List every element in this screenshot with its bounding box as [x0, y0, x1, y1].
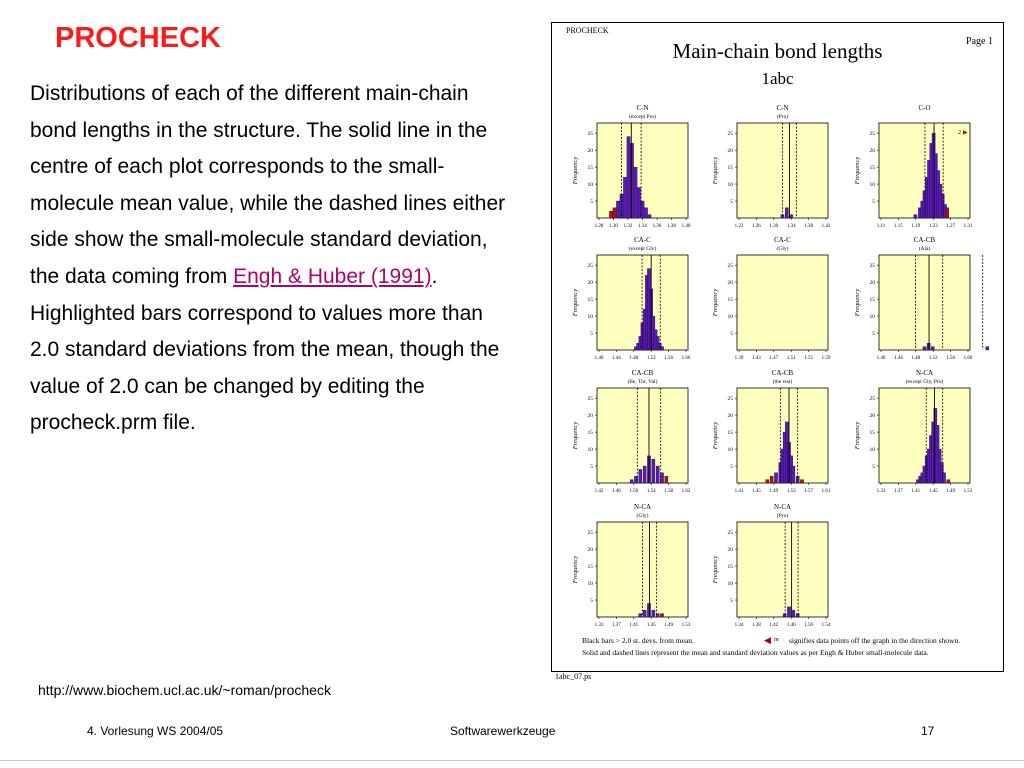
histogram-bar — [800, 480, 803, 483]
x-tick-label: 1.19 — [911, 224, 921, 229]
y-tick-label: 10 — [587, 581, 593, 588]
chart-title: CA-C — [634, 236, 651, 244]
y-tick-label: 15 — [869, 297, 875, 304]
x-tick-label: 1.22 — [734, 224, 744, 229]
x-tick-label: 1.47 — [769, 356, 779, 361]
x-tick-label: 1.54 — [821, 623, 831, 628]
chart-subtitle: (Ala) — [918, 246, 931, 252]
slide-title: PROCHECK — [55, 22, 221, 54]
y-tick-label: 10 — [727, 447, 733, 454]
off-graph-count: 2 — [958, 130, 961, 136]
y-tick-label: 15 — [727, 564, 733, 571]
chart-title: N-CA — [915, 369, 934, 377]
y-tick-label: 5 — [872, 331, 875, 338]
x-tick-label: 1.59 — [821, 356, 831, 361]
engh-huber-link[interactable]: Engh & Huber (1991) — [233, 264, 432, 288]
footer-course: 4. Vorlesung WS 2004/05 — [87, 724, 224, 738]
y-tick-label: 5 — [872, 199, 875, 206]
x-tick-label: 1.34 — [734, 623, 744, 628]
x-tick-label: 1.51 — [786, 356, 796, 361]
histogram-bar — [609, 211, 612, 218]
x-tick-label: 1.61 — [821, 489, 831, 494]
y-tick-label: 15 — [587, 165, 593, 172]
x-tick-label: 1.34 — [638, 224, 647, 229]
y-tick-label: 20 — [587, 148, 593, 155]
x-tick-label: 1.43 — [752, 356, 761, 361]
y-tick-label: 10 — [869, 447, 875, 454]
histogram-bar — [796, 614, 799, 617]
chart-title: N-CA — [773, 503, 792, 511]
histogram-bar — [656, 466, 659, 483]
figure-legend-off-graph: signifies data points off the graph in the direction shown. — [789, 636, 961, 645]
x-tick-label: 1.33 — [876, 489, 886, 494]
x-tick-label: 1.52 — [646, 356, 656, 361]
y-tick-label: 20 — [727, 148, 733, 155]
chart-title: N-CA — [633, 503, 652, 511]
x-tick-label: 1.41 — [629, 623, 639, 628]
y-tick-label: 15 — [869, 165, 875, 172]
x-tick-label: 1.11 — [876, 224, 886, 229]
body-paragraph-1-end: . — [431, 264, 438, 288]
figure-file-label: 1abc_07.ps — [555, 672, 592, 681]
y-tick-label: 10 — [727, 581, 733, 588]
figure-title: Main-chain bond lengths — [672, 39, 883, 63]
footer-divider — [0, 760, 1024, 761]
y-tick-label: 15 — [727, 430, 733, 437]
histogram-bar — [630, 480, 633, 483]
histogram-bar — [986, 347, 989, 350]
y-tick-label: 25 — [587, 530, 593, 537]
histogram-bar — [787, 607, 790, 617]
x-tick-label: 1.41 — [911, 489, 921, 494]
chart-subtitle: (Ile, Thr, Val) — [627, 379, 658, 385]
x-tick-label: 1.46 — [786, 623, 796, 628]
x-tick-label: 1.56 — [664, 356, 673, 361]
chart-subtitle: (Pro) — [776, 513, 789, 519]
y-tick-label: 25 — [869, 396, 875, 403]
histogram-bar — [931, 347, 934, 350]
histogram-bar — [648, 215, 651, 218]
histogram-bar — [639, 614, 642, 617]
y-tick-label: 25 — [727, 263, 733, 270]
plot-area — [737, 255, 828, 350]
y-tick-label: 20 — [587, 413, 593, 420]
x-tick-label: 1.45 — [752, 489, 761, 494]
y-tick-label: 25 — [727, 530, 733, 537]
body-paragraph-1: Distributions of each of the different main-chain bond lengths in the structure. The solid line in the centre of each plot corresponds to the small-molecule mean value, while the dashed lines either side show the small-molecule standard deviation, the data coming from — [30, 82, 506, 288]
histogram-bar — [923, 347, 926, 350]
x-tick-label: 1.48 — [911, 356, 921, 361]
histogram-bar — [660, 473, 663, 483]
plot-area — [597, 388, 688, 483]
y-tick-label: 5 — [730, 464, 733, 471]
x-tick-label: 1.40 — [681, 224, 691, 229]
y-tick-label: 5 — [590, 199, 593, 206]
x-tick-label: 1.23 — [928, 224, 938, 229]
y-tick-label: 20 — [869, 413, 875, 420]
histogram-bar — [942, 473, 945, 483]
figure-legend-black-bars: Black bars > 2.0 st. devs. from mean. — [582, 636, 694, 645]
x-tick-label: 1.54 — [646, 489, 656, 494]
histogram-bar — [785, 208, 788, 218]
histogram-bar — [639, 469, 642, 483]
y-tick-label: 10 — [727, 182, 733, 189]
histogram-bar — [643, 610, 646, 617]
plot-area — [879, 255, 970, 350]
chart-subtitle: (Gly) — [776, 246, 789, 252]
y-tick-label: 20 — [727, 547, 733, 554]
chart-title: C-N — [636, 104, 649, 112]
y-axis-label: Frequency — [854, 421, 861, 450]
y-tick-label: 25 — [727, 396, 733, 403]
x-tick-label: 1.26 — [752, 224, 761, 229]
x-tick-label: 1.42 — [594, 489, 604, 494]
x-tick-label: 1.15 — [894, 224, 903, 229]
x-tick-label: 1.38 — [804, 224, 813, 229]
footer-subject: Softwarewerkzeuge — [450, 724, 556, 738]
histogram-bar — [790, 215, 793, 218]
y-tick-label: 20 — [869, 148, 875, 155]
y-tick-label: 25 — [587, 263, 593, 270]
x-tick-label: 1.30 — [609, 224, 618, 229]
histogram-bar — [766, 480, 769, 483]
histogram-bar — [652, 610, 655, 617]
y-tick-label: 10 — [869, 314, 875, 321]
x-tick-label: 1.45 — [928, 489, 938, 494]
y-tick-label: 5 — [590, 464, 593, 471]
x-tick-label: 1.44 — [612, 356, 621, 361]
x-tick-label: 1.31 — [963, 224, 973, 229]
plot-area — [737, 522, 828, 617]
x-tick-label: 1.38 — [667, 224, 676, 229]
chart-subtitle: (Gly) — [636, 513, 649, 519]
y-tick-label: 15 — [727, 297, 733, 304]
y-axis-label: Frequency — [712, 421, 719, 450]
y-axis-label: Frequency — [572, 421, 579, 450]
y-tick-label: 10 — [727, 314, 733, 321]
x-tick-label: 1.34 — [786, 224, 796, 229]
y-tick-label: 20 — [869, 280, 875, 287]
chart-title: C-O — [918, 104, 931, 112]
y-tick-label: 15 — [727, 165, 733, 172]
chart-subtitle: (Pro) — [776, 114, 789, 120]
chart-subtitle: (the rest) — [772, 379, 793, 385]
y-axis-label: Frequency — [572, 288, 579, 317]
y-tick-label: 5 — [730, 331, 733, 338]
x-tick-label: 1.30 — [769, 224, 779, 229]
histogram-bar — [644, 208, 647, 218]
y-tick-label: 10 — [587, 314, 593, 321]
y-tick-label: 25 — [869, 263, 875, 270]
chart-title: CA-CB — [771, 369, 794, 377]
x-tick-label: 1.39 — [734, 356, 744, 361]
x-tick-label: 1.58 — [664, 489, 673, 494]
x-tick-label: 1.36 — [652, 224, 662, 229]
y-tick-label: 25 — [727, 131, 733, 138]
chart-title: C-N — [776, 104, 789, 112]
x-tick-label: 1.60 — [963, 356, 973, 361]
histogram-bar — [627, 137, 630, 218]
y-tick-label: 5 — [590, 331, 593, 338]
y-axis-label: Frequency — [854, 156, 861, 185]
x-tick-label: 1.33 — [594, 623, 604, 628]
y-tick-label: 15 — [587, 297, 593, 304]
y-tick-label: 10 — [587, 447, 593, 454]
histogram-bar — [652, 459, 655, 483]
x-tick-label: 1.55 — [804, 356, 813, 361]
histogram-bar — [637, 187, 640, 218]
body-paragraph-2: Highlighted bars correspond to values more than 2.0 standard deviations from the mean, though the value of 2.0 can be changed by editing the procheck.prm file. — [30, 301, 500, 435]
off-graph-marker-icon: ◀ — [764, 635, 771, 645]
x-tick-label: 1.56 — [946, 356, 955, 361]
y-tick-label: 25 — [587, 396, 593, 403]
figure-legend-or: or — [774, 637, 779, 643]
y-tick-label: 10 — [587, 182, 593, 189]
y-axis-label: Frequency — [572, 555, 579, 584]
histogram-bar — [613, 208, 616, 218]
footer-page-number: 17 — [921, 724, 935, 738]
y-tick-label: 20 — [727, 280, 733, 287]
x-tick-label: 1.41 — [734, 489, 744, 494]
x-tick-label: 1.49 — [769, 489, 779, 494]
figure-page-label: Page 1 — [966, 36, 993, 47]
x-tick-label: 1.53 — [963, 489, 973, 494]
histogram-bar — [770, 476, 773, 483]
x-tick-label: 1.37 — [894, 489, 903, 494]
histogram-grid — [552, 23, 1003, 671]
y-tick-label: 20 — [587, 547, 593, 554]
y-tick-label: 5 — [872, 464, 875, 471]
off-graph-arrow-icon: ▶ — [963, 130, 968, 136]
histogram-bar — [623, 177, 626, 218]
y-tick-label: 15 — [587, 564, 593, 571]
x-tick-label: 1.48 — [629, 356, 639, 361]
figure-corner-label: PROCHECK — [566, 26, 609, 35]
source-url: http://www.biochem.ucl.ac.uk/~roman/procheck — [38, 682, 331, 698]
y-tick-label: 5 — [730, 199, 733, 206]
bond-length-figure — [551, 22, 1004, 672]
y-tick-label: 20 — [587, 280, 593, 287]
x-tick-label: 1.27 — [946, 224, 955, 229]
y-tick-label: 20 — [727, 413, 733, 420]
y-axis-label: Frequency — [712, 288, 719, 317]
figure-legend-lines: Solid and dashed lines represent the mean and standard deviation values as per Engh & Huber small-molecule data. — [582, 648, 929, 657]
x-tick-label: 1.50 — [629, 489, 639, 494]
x-tick-label: 1.53 — [681, 623, 691, 628]
histogram-bar — [783, 614, 786, 617]
y-tick-label: 25 — [869, 131, 875, 138]
histogram-bar — [774, 473, 777, 483]
chart-title: CA-CB — [913, 236, 936, 244]
x-tick-label: 1.40 — [876, 356, 886, 361]
x-tick-label: 1.28 — [594, 224, 604, 229]
x-tick-label: 1.40 — [594, 356, 604, 361]
histogram-bar — [660, 347, 663, 350]
chart-title: CA-C — [774, 236, 791, 244]
chart-subtitle: (except Gly, Pro) — [905, 379, 944, 385]
histogram-bar — [946, 208, 949, 218]
histogram-bar — [792, 466, 795, 483]
histogram-bar — [914, 215, 917, 218]
x-tick-label: 1.45 — [646, 623, 656, 628]
x-tick-label: 1.38 — [752, 623, 761, 628]
y-tick-label: 15 — [587, 430, 593, 437]
x-tick-label: 1.60 — [681, 356, 691, 361]
x-tick-label: 1.42 — [769, 623, 779, 628]
y-tick-label: 5 — [730, 598, 733, 605]
x-tick-label: 1.49 — [664, 623, 673, 628]
chart-title: CA-CB — [631, 369, 654, 377]
histogram-bar — [643, 466, 646, 483]
chart-subtitle: (except Gly) — [628, 246, 657, 252]
x-tick-label: 1.62 — [681, 489, 691, 494]
x-tick-label: 1.50 — [804, 623, 813, 628]
y-tick-label: 25 — [587, 131, 593, 138]
x-tick-label: 1.32 — [623, 224, 633, 229]
figure-subtitle: 1abc — [761, 69, 794, 88]
slide-body-text — [30, 76, 510, 442]
y-axis-label: Frequency — [854, 288, 861, 317]
x-tick-label: 1.44 — [894, 356, 903, 361]
y-tick-label: 5 — [590, 598, 593, 605]
histogram-bar — [947, 480, 950, 483]
y-axis-label: Frequency — [572, 156, 579, 185]
x-tick-label: 1.42 — [821, 224, 831, 229]
histogram-bar — [665, 476, 668, 483]
histogram-bar — [634, 167, 637, 218]
y-axis-label: Frequency — [712, 555, 719, 584]
histogram-bar — [792, 610, 795, 617]
x-tick-label: 1.52 — [928, 356, 938, 361]
x-tick-label: 1.57 — [804, 489, 813, 494]
y-tick-label: 15 — [869, 430, 875, 437]
x-tick-label: 1.49 — [946, 489, 955, 494]
x-tick-label: 1.46 — [612, 489, 621, 494]
x-tick-label: 1.37 — [612, 623, 621, 628]
histogram-bar — [660, 614, 663, 617]
chart-subtitle: (except Pro) — [628, 114, 657, 120]
y-axis-label: Frequency — [712, 156, 719, 185]
histogram-bar — [616, 201, 619, 218]
x-tick-label: 1.53 — [786, 489, 796, 494]
y-tick-label: 10 — [869, 182, 875, 189]
